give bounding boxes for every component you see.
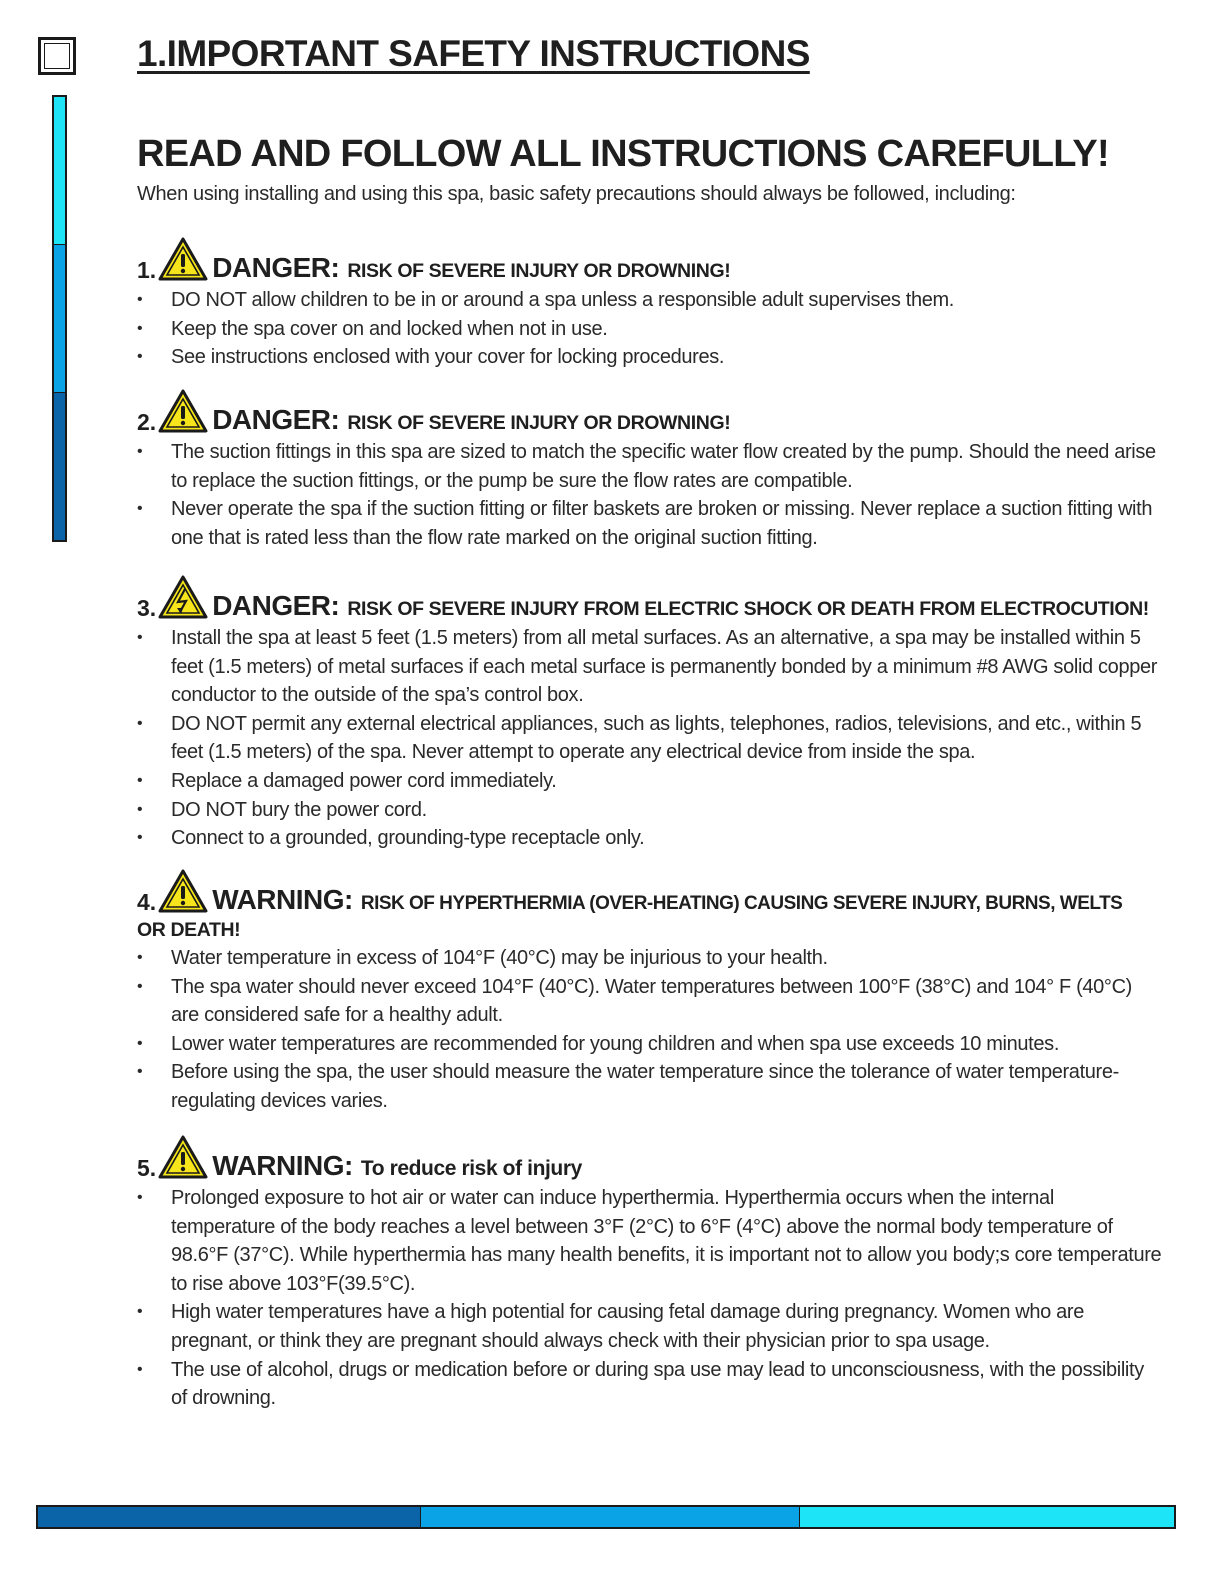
section-risk-text: RISK OF SEVERE INJURY OR DROWNING!	[347, 259, 731, 282]
list-item: • Never operate the spa if the suction fitting or filter baskets are broken or missing. Never replace a suction fitting with one that is rated less than the flow rate marked on the original suction fitting.	[137, 495, 1162, 552]
list-item: • The spa water should never exceed 104°F (40°C). Water temperatures between 100°F (38°C) and 104° F (40°C) are considered safe for a healthy adult.	[137, 973, 1162, 1030]
list-item: • Keep the spa cover on and locked when not in use.	[137, 315, 1162, 344]
section-label: WARNING:	[212, 884, 353, 915]
section-label: DANGER:	[212, 252, 340, 283]
bottom-bar-segment-dark	[38, 1507, 420, 1527]
main-heading: READ AND FOLLOW ALL INSTRUCTIONS CAREFULLY!	[137, 133, 1109, 175]
list-item: • Install the spa at least 5 feet (1.5 meters) from all metal surfaces. As an alternative, a spa may be installed within 5 feet (1.5 meters) of metal surfaces if each metal surface is permanently bonded by a minimum #8 AWG solid copper conductor to the outside of the spa’s control box.	[137, 624, 1162, 710]
corner-checkbox-frame	[38, 37, 76, 75]
section-label: DANGER:	[212, 404, 340, 435]
bullet-list	[137, 438, 1162, 552]
bullet-list	[137, 624, 1162, 853]
intro-text: When using installing and using this spa, basic safety precautions should always be followed, including:	[137, 183, 1016, 205]
list-item: • Lower water temperatures are recommended for young children and when spa use exceeds 10 minutes.	[137, 1030, 1162, 1059]
side-bar-segment-mid	[54, 244, 65, 392]
section-heading	[137, 236, 1162, 282]
bottom-bar-segment-light	[799, 1507, 1174, 1527]
section-risk-text: RISK OF SEVERE INJURY FROM ELECTRIC SHOCK OR DEATH FROM ELECTROCUTION!	[347, 597, 1149, 620]
list-item: • See instructions enclosed with your cover for locking procedures.	[137, 343, 1162, 372]
section-label: WARNING:	[212, 1150, 353, 1181]
bullet-list	[137, 286, 1162, 372]
section-number: 5.	[137, 1155, 157, 1181]
section-risk-text: RISK OF HYPERTHERMIA (OVER-HEATING) CAUSING SEVERE INJURY, BURNS, WELTS	[360, 893, 1123, 914]
safety-section-1	[137, 236, 1162, 372]
warning-exclamation-icon	[158, 1134, 208, 1180]
section-number: 2.	[137, 409, 157, 435]
list-item: • The suction fittings in this spa are sized to match the specific water flow created by the pump. Should the need arise to replace the suction fittings, or the pump be sure the flow rates are compatible.	[137, 438, 1162, 495]
list-item: • Prolonged exposure to hot air or water can induce hyperthermia. Hyperthermia occurs when the internal temperature of the body reaches a level between 3°F (2°C) to 6°F (4°C) above the normal body temperature of 98.6°F (37°C). While hyperthermia has many health benefits, it is important not to allow you body;s core temperature to rise above 103°F(39.5°C).	[137, 1184, 1162, 1298]
bullet-list	[137, 944, 1162, 1116]
warning-exclamation-icon	[158, 868, 208, 914]
list-item: • Before using the spa, the user should measure the water temperature since the tolerance of water temperature-regulating devices varies.	[137, 1058, 1162, 1115]
page-title: 1.IMPORTANT SAFETY INSTRUCTIONS	[137, 33, 810, 74]
list-item: • DO NOT allow children to be in or around a spa unless a responsible adult supervises them.	[137, 286, 1162, 315]
bottom-bar-segment-mid	[420, 1507, 799, 1527]
list-item: • Connect to a grounded, grounding-type receptacle only.	[137, 824, 1162, 853]
safety-section-2	[137, 388, 1162, 552]
side-bar-segment-dark	[54, 392, 65, 540]
bottom-color-bar	[36, 1505, 1176, 1529]
list-item: • High water temperatures have a high potential for causing fetal damage during pregnancy. Women who are pregnant, or think they are pregnant should always check with their physician prior to spa usage.	[137, 1298, 1162, 1355]
side-bar-segment-light	[54, 97, 65, 244]
list-item: • The use of alcohol, drugs or medication before or during spa use may lead to unconsciousness, with the possibility of drowning.	[137, 1356, 1162, 1413]
section-risk-text-continued: OR DEATH!	[137, 919, 241, 941]
safety-section-5	[137, 1134, 1162, 1413]
safety-section-3	[137, 574, 1162, 853]
warning-exclamation-icon	[158, 388, 208, 434]
bullet-list	[137, 1184, 1162, 1413]
safety-section-4	[137, 868, 1162, 1116]
section-number: 4.	[137, 889, 157, 915]
section-number: 1.	[137, 257, 157, 283]
section-heading	[137, 1134, 1162, 1180]
side-color-bar	[52, 95, 67, 542]
section-number: 3.	[137, 595, 157, 621]
section-heading	[137, 388, 1162, 434]
section-heading	[137, 868, 1162, 914]
warning-exclamation-icon	[158, 236, 208, 282]
section-label: DANGER:	[212, 590, 340, 621]
section-heading	[137, 574, 1162, 620]
section-risk-text: To reduce risk of injury	[360, 1157, 582, 1180]
list-item: • Replace a damaged power cord immediately.	[137, 767, 1162, 796]
list-item: • DO NOT bury the power cord.	[137, 796, 1162, 825]
electric-shock-icon	[158, 574, 208, 620]
list-item: • DO NOT permit any external electrical appliances, such as lights, telephones, radios, televisions, and etc., within 5 feet (1.5 meters) of the spa. Never attempt to operate any electrical device from inside the spa.	[137, 710, 1162, 767]
list-item: • Water temperature in excess of 104°F (40°C) may be injurious to your health.	[137, 944, 1162, 973]
section-risk-text: RISK OF SEVERE INJURY OR DROWNING!	[347, 411, 731, 434]
